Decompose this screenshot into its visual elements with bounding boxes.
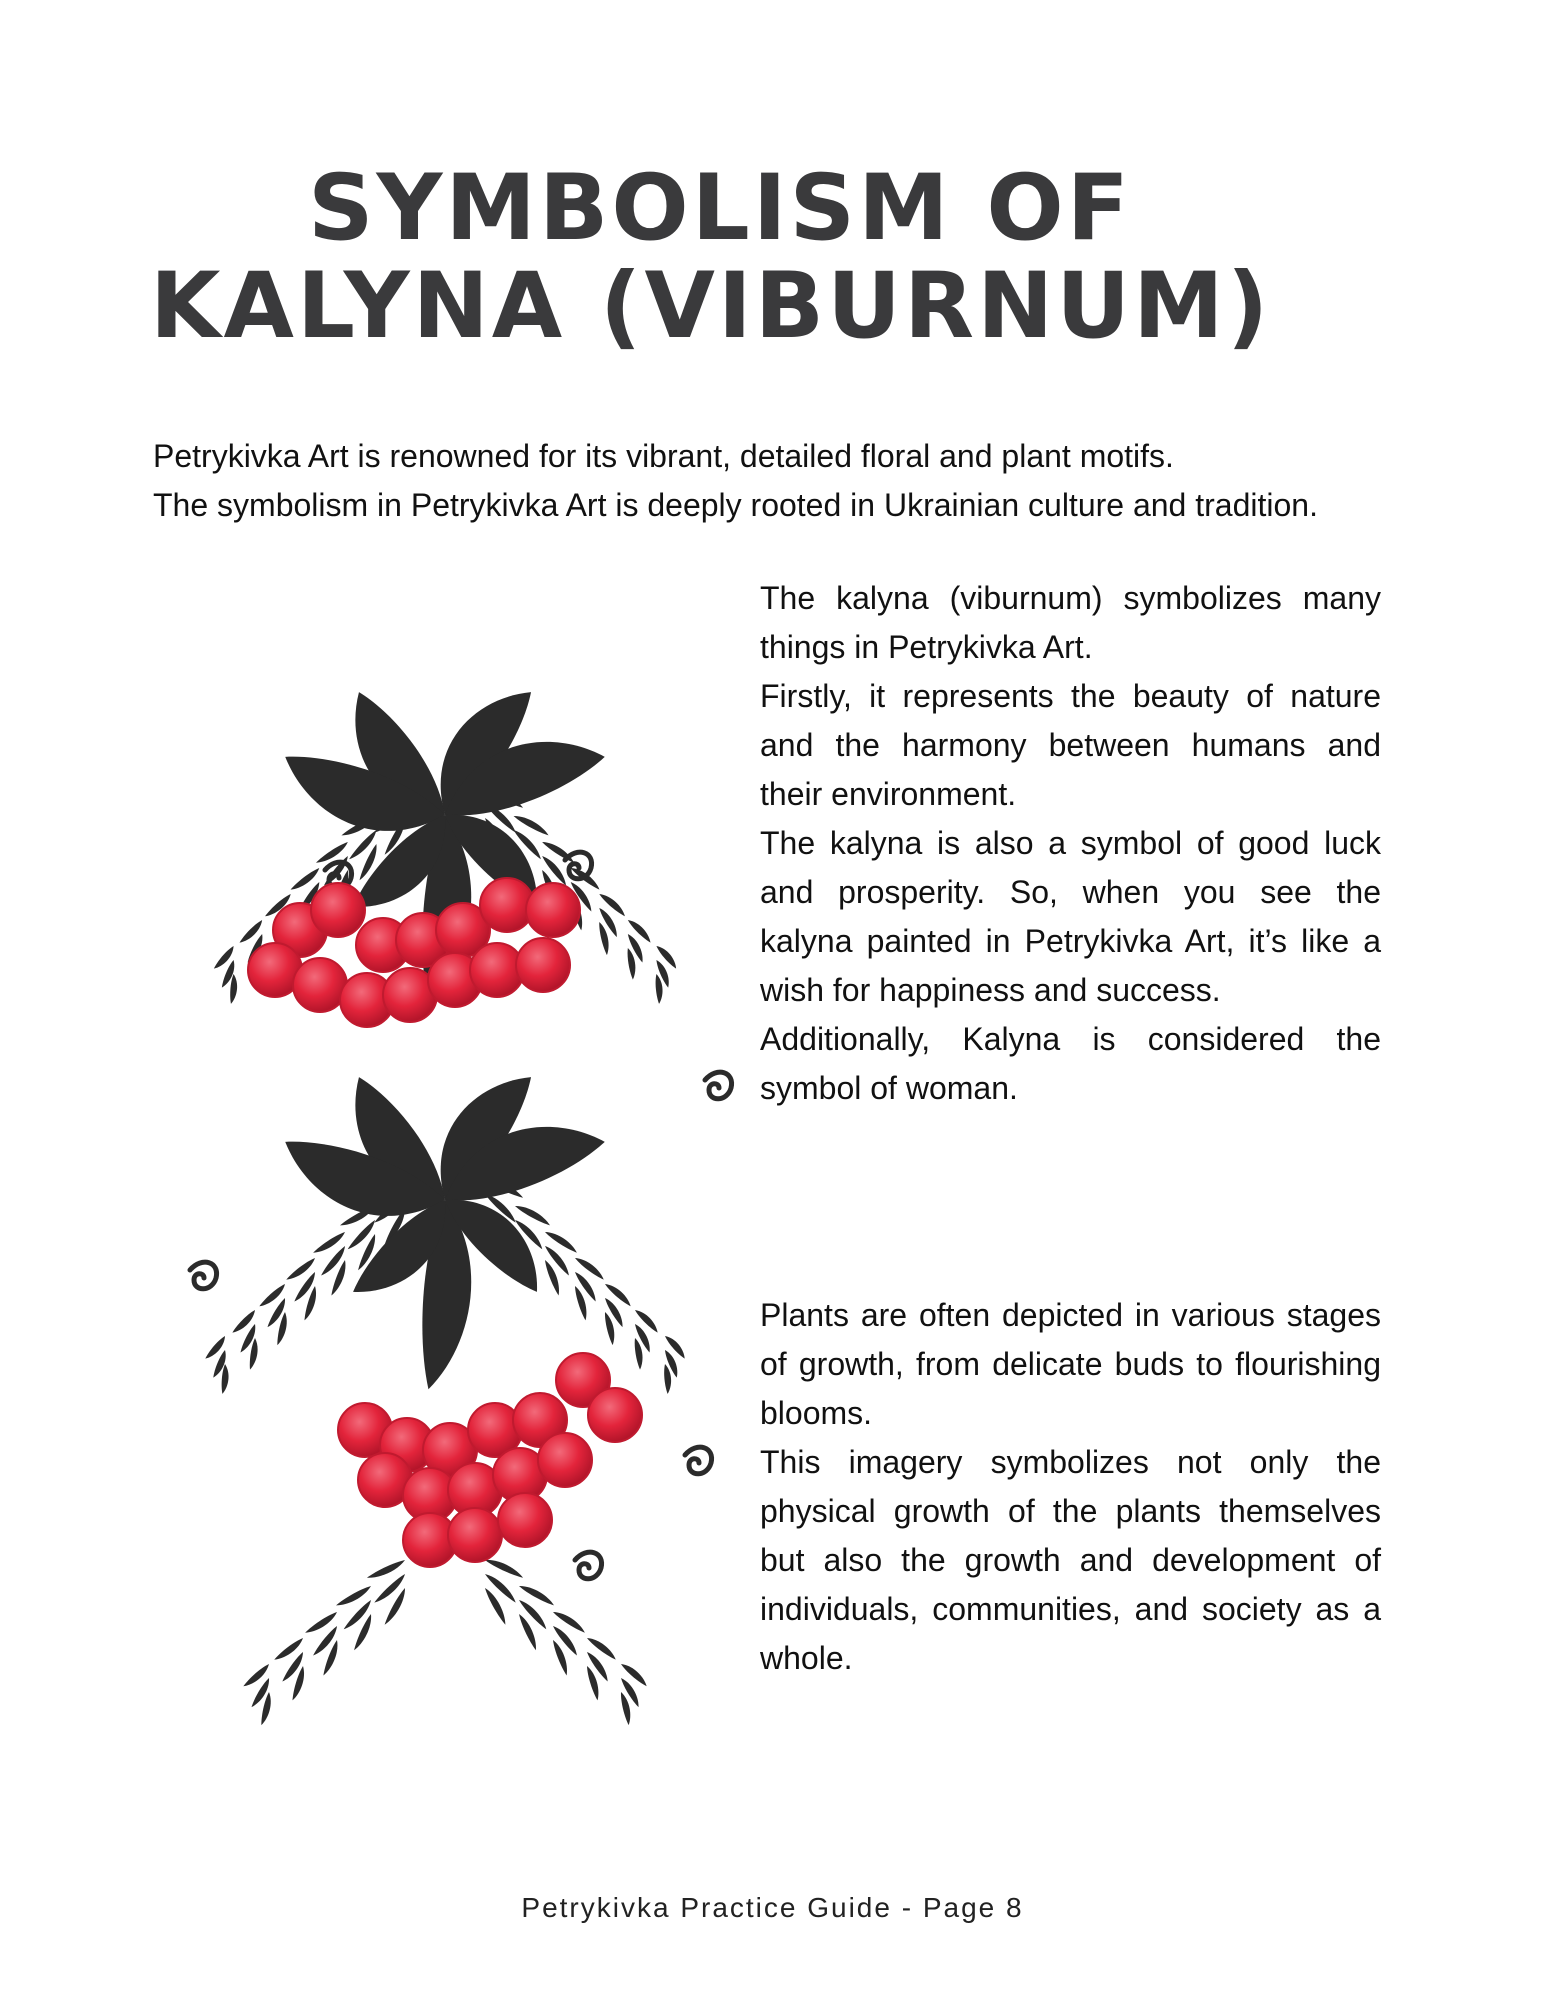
- page-footer: Petrykivka Practice Guide - Page 8: [521, 1892, 1024, 1923]
- body-paragraph: This imagery symbolizes not only the physical growth of the plants themselves but also the growth and development of individuals, communities, and society as a whole.: [760, 1444, 1381, 1676]
- kalyna-berry: [588, 1388, 642, 1442]
- feather-stroke: [348, 829, 380, 863]
- tendril-curl: [190, 1262, 217, 1289]
- tendril-curl: [575, 1552, 602, 1579]
- intro-text: [153, 432, 1381, 530]
- kalyna-berry: [538, 1433, 592, 1487]
- feather-stroke: [342, 1599, 374, 1633]
- tendril-curl: [705, 1072, 732, 1099]
- kalyna-symbolism-text: [760, 574, 1381, 1113]
- large-leaves: [271, 671, 610, 1392]
- body-paragraph: The kalyna is also a symbol of good luck and prosperity. So, when you see the kalyna painted in Petrykivka Art, it’s like a wish for happiness and success.: [760, 825, 1381, 1008]
- intro-paragraph: Petrykivka Art is renowned for its vibrant, detailed floral and plant motifs.: [153, 438, 1174, 474]
- title-line-2: KALYNA (VIBURNUM): [150, 254, 1272, 359]
- body-paragraph: Firstly, it represents the beauty of nature and the harmony between humans and their environment.: [760, 678, 1381, 812]
- kalyna-berry: [448, 1508, 502, 1562]
- tendril-curl: [685, 1447, 712, 1474]
- title-line-1: SYMBOLISM OF: [308, 156, 1132, 261]
- kalyna-berry: [311, 883, 365, 937]
- kalyna-berry: [526, 883, 580, 937]
- feather-stroke: [373, 1573, 408, 1606]
- body-paragraph: The kalyna (viburnum) symbolizes many things in Petrykivka Art.: [760, 580, 1381, 665]
- kalyna-berry: [516, 938, 570, 992]
- feather-stroke: [346, 1219, 378, 1253]
- intro-paragraph: The symbolism in Petrykivka Art is deeply rooted in Ukrainian culture and tradition.: [153, 487, 1318, 523]
- page-title: [150, 156, 1390, 359]
- body-paragraph: Additionally, Kalyna is considered the symbol of woman.: [760, 1021, 1381, 1106]
- kalyna-berry: [293, 958, 347, 1012]
- feather-stroke: [484, 1571, 519, 1604]
- kalyna-illustration: [145, 600, 745, 1770]
- kalyna-berry: [498, 1493, 552, 1547]
- body-paragraph: Plants are often depicted in various stages of growth, from delicate buds to flourishing blooms.: [760, 1297, 1381, 1431]
- growth-symbolism-text: [760, 1291, 1381, 1683]
